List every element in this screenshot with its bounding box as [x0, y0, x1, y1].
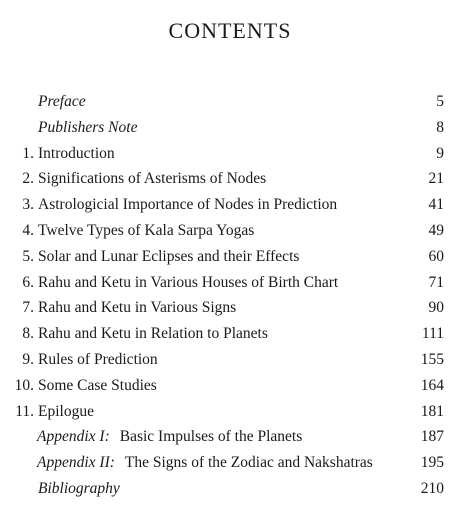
chapter-number: 1. [22, 144, 34, 162]
appendix-label: Appendix I: [37, 428, 110, 446]
chapter-number: 5. [22, 247, 34, 265]
toc-page-number: 8 [436, 118, 444, 136]
toc-page-number: 181 [420, 402, 444, 420]
toc-entry-title: Epilogue [38, 402, 94, 420]
toc-page-number: 21 [428, 170, 444, 188]
toc-page-number: 90 [428, 299, 444, 317]
chapter-number: 7. [22, 299, 34, 317]
toc-entry-chapter-4 [14, 218, 444, 244]
chapter-number: 11. [15, 402, 34, 420]
toc-entry-chapter-11 [14, 399, 444, 425]
appendix-label: Appendix II: [37, 454, 115, 472]
table-of-contents [14, 89, 444, 502]
toc-entry-chapter-7 [14, 295, 444, 321]
toc-entry-chapter-3 [14, 192, 444, 218]
toc-page-number: 49 [428, 221, 444, 239]
toc-entry-preface [14, 89, 444, 115]
toc-entry-title: Rahu and Ketu in Various Houses of Birth Chart [38, 273, 339, 291]
toc-entry-appendix-1 [14, 424, 444, 450]
toc-entry-title [37, 424, 302, 450]
chapter-number: 10. [14, 376, 34, 394]
toc-entry-title: Rules of Prediction [38, 350, 158, 368]
toc-entry-title: Astrologicial Importance of Nodes in Prediction [38, 196, 338, 214]
toc-page-number: 41 [428, 196, 444, 214]
toc-entry-chapter-5 [14, 244, 444, 270]
toc-entry-title: Twelve Types of Kala Sarpa Yogas [38, 221, 255, 239]
toc-entry-title: Publishers Note [38, 118, 138, 136]
appendix-title: Basic Impulses of the Planets [119, 428, 303, 446]
toc-page-number: 195 [420, 454, 444, 472]
toc-entry-chapter-8 [14, 321, 444, 347]
toc-page-number: 5 [436, 93, 444, 110]
appendix-title: The Signs of the Zodiac and Nakshatras [124, 454, 373, 472]
toc-entry-publishers-note [14, 115, 444, 141]
toc-entry-chapter-6 [14, 270, 444, 296]
chapter-number: 4. [22, 221, 34, 239]
toc-entry-title: Solar and Lunar Eclipses and their Effects [38, 247, 300, 265]
toc-page-number: 71 [428, 273, 444, 291]
toc-page-number: 60 [428, 247, 444, 265]
toc-page-number: 155 [420, 350, 444, 368]
toc-entry-title [37, 450, 373, 476]
toc-entry-title: Significations of Asterisms of Nodes [38, 170, 267, 188]
toc-entry-appendix-2 [14, 450, 444, 476]
chapter-number: 8. [22, 325, 34, 343]
toc-entry-title: Bibliography [38, 479, 120, 497]
chapter-number: 9. [22, 350, 34, 368]
toc-entry-chapter-1 [14, 141, 444, 167]
chapter-number: 3. [22, 196, 34, 214]
toc-page-number: 210 [420, 479, 444, 497]
toc-entry-chapter-9 [14, 347, 444, 373]
toc-entry-bibliography [14, 476, 444, 502]
toc-page-number: 164 [420, 376, 444, 394]
toc-page-number: 187 [420, 428, 444, 446]
page-title: CONTENTS [168, 18, 292, 43]
toc-page-number: 9 [436, 144, 444, 162]
toc-entry-title: Some Case Studies [38, 376, 157, 394]
toc-entry-title: Introduction [38, 144, 115, 162]
toc-entry-chapter-10 [14, 373, 444, 399]
toc-page-number: 111 [421, 325, 444, 343]
toc-entry-title: Rahu and Ketu in Relation to Planets [38, 325, 268, 343]
chapter-number: 2. [22, 170, 34, 188]
toc-entry-title: Preface [38, 93, 86, 110]
toc-entry-chapter-2 [14, 166, 444, 192]
toc-entry-title: Rahu and Ketu in Various Signs [38, 299, 237, 317]
chapter-number: 6. [22, 273, 34, 291]
